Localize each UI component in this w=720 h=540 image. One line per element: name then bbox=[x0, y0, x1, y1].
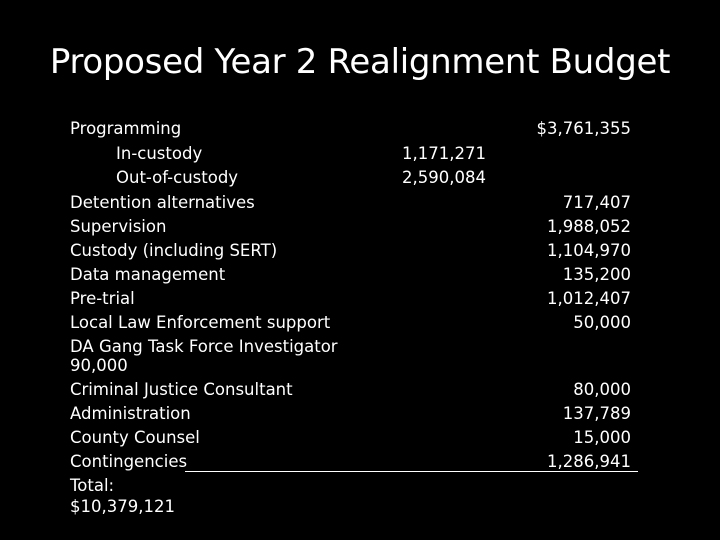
label-da-gang-task-force: DA Gang Task Force Investigator bbox=[70, 337, 338, 356]
label-contingencies: Contingencies bbox=[70, 452, 188, 471]
label-custody: Custody (including SERT) bbox=[70, 241, 278, 260]
label-programming: Programming bbox=[70, 119, 182, 138]
amount-supervision: 1,988,052 bbox=[547, 217, 631, 236]
label-pre-trial: Pre-trial bbox=[70, 289, 135, 308]
amount-detention-alternatives: 717,407 bbox=[562, 193, 631, 212]
amount-out-of-custody: 2,590,084 bbox=[402, 168, 486, 187]
amount-contingencies: 1,286,941 bbox=[547, 452, 631, 471]
label-total: Total: bbox=[70, 476, 115, 495]
label-local-law-enforcement: Local Law Enforcement support bbox=[70, 313, 331, 332]
label-administration: Administration bbox=[70, 404, 191, 423]
label-criminal-justice-consultant: Criminal Justice Consultant bbox=[70, 380, 293, 399]
label-data-management: Data management bbox=[70, 265, 226, 284]
label-out-of-custody: Out-of-custody bbox=[116, 168, 239, 187]
label-in-custody: In-custody bbox=[116, 144, 203, 163]
amount-programming: $3,761,355 bbox=[536, 119, 631, 138]
amount-criminal-justice-consultant: 80,000 bbox=[573, 380, 631, 399]
underline-rule bbox=[185, 471, 638, 472]
slide-title: Proposed Year 2 Realignment Budget bbox=[49, 42, 671, 82]
amount-administration: 137,789 bbox=[562, 404, 631, 423]
label-detention-alternatives: Detention alternatives bbox=[70, 193, 255, 212]
label-supervision: Supervision bbox=[70, 217, 167, 236]
label-county-counsel: County Counsel bbox=[70, 428, 200, 447]
amount-da-gang-task-force: 90,000 bbox=[70, 356, 128, 375]
amount-custody: 1,104,970 bbox=[547, 241, 631, 260]
amount-in-custody: 1,171,271 bbox=[402, 144, 486, 163]
amount-data-management: 135,200 bbox=[562, 265, 631, 284]
amount-county-counsel: 15,000 bbox=[573, 428, 631, 447]
amount-pre-trial: 1,012,407 bbox=[547, 289, 631, 308]
amount-total: $10,379,121 bbox=[70, 497, 175, 516]
amount-local-law-enforcement: 50,000 bbox=[573, 313, 631, 332]
